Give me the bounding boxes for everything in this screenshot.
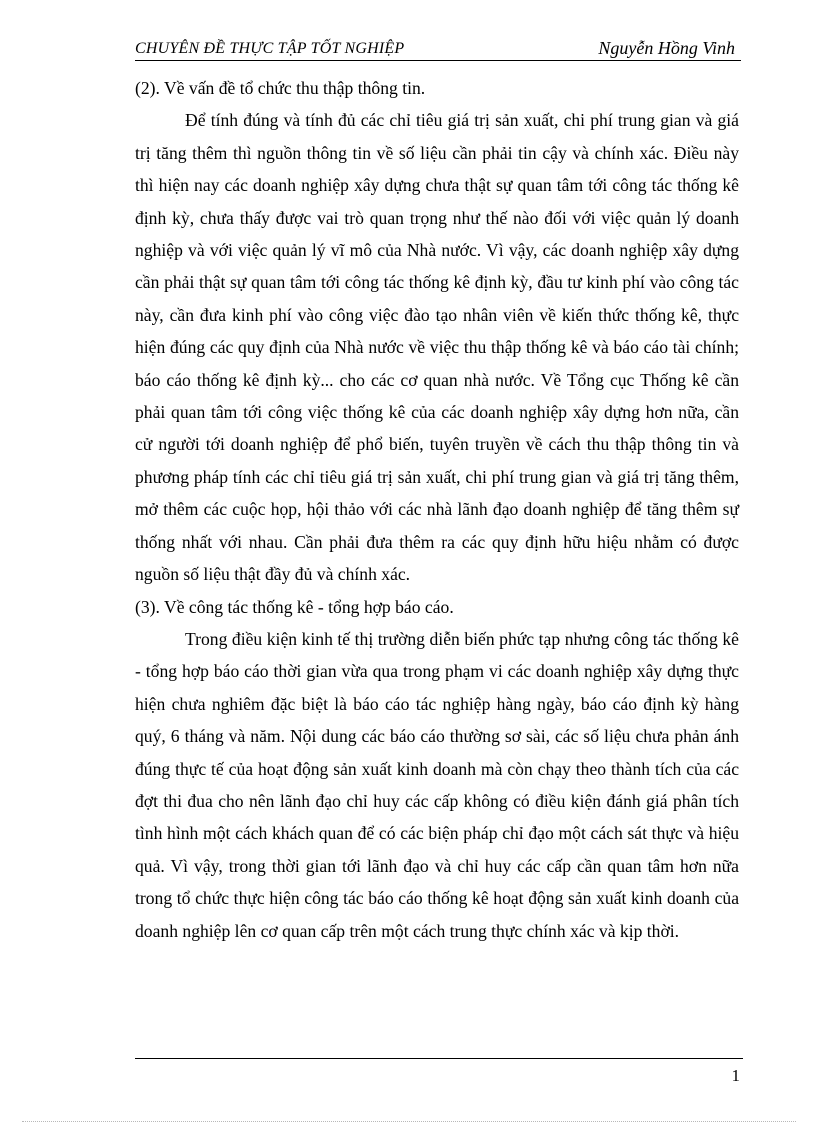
page-header xyxy=(135,38,741,61)
section-paragraph-2: Để tính đúng và tính đủ các chỉ tiêu giá trị sản xuất, chi phí trung gian và giá trị tăng thêm thì nguồn thông tin về số liệu cần phải tin cậy và chính xác. Điều này thì hiện nay các doanh nghiệp xây dựng chưa thật sự quan tâm tới công tác thống kê định kỳ, chưa thấy được vai trò quan trọng như thế nào đối với việc quản lý doanh nghiệp và với việc quản lý vĩ mô của Nhà nước. Vì vậy, các doanh nghiệp xây dựng cần phải thật sự quan tâm tới công tác thống kê định kỳ, đầu tư kinh phí vào công tác này, cần đưa kinh phí vào công việc đào tạo nhân viên về kiến thức thống kê, thực hiện đúng các quy định của Nhà nước về việc thu thập thống kê và báo cáo tài chính; báo cáo thống kê định kỳ... cho các cơ quan nhà nước. Về Tổng cục Thống kê cần phải quan tâm tới công việc thống kê của các doanh nghiệp xây dựng hơn nữa, cần cử người tới doanh nghiệp để phổ biến, tuyên truyền về cách thu thập thông tin và phương pháp tính các chỉ tiêu giá trị sản xuất, chi phí trung gian và giá trị tăng thêm, mở thêm các cuộc họp, hội thảo với các nhà lãnh đạo doanh nghiệp để tăng thêm sự thống nhất với nhau. Cần phải đưa thêm ra các quy định hữu hiệu nhằm có được nguồn số liệu thật đầy đủ và chính xác. xyxy=(135,110,739,585)
page-bottom-edge xyxy=(22,1121,796,1122)
footer-divider xyxy=(135,1058,743,1059)
header-title: CHUYÊN ĐỀ THỰC TẬP TỐT NGHIỆP xyxy=(135,40,405,57)
section-heading-2: (2). Về vấn đề tổ chức thu thập thông tin. xyxy=(135,78,426,98)
section-paragraph-3: Trong điều kiện kinh tế thị trường diễn biến phức tạp nhưng công tác thống kê - tổng hợp báo cáo thời gian vừa qua trong phạm vi các doanh nghiệp xây dựng thực hiện chưa nghiêm đặc biệt là báo cáo tác nghiệp hàng ngày, báo cáo định kỳ hàng quý, 6 tháng và năm. Nội dung các báo cáo thường sơ sài, các số liệu chưa phản ánh đúng thực tế của hoạt động sản xuất kinh doanh mà còn chạy theo thành tích của các đợt thi đua cho nên lãnh đạo chỉ huy các cấp không có điều kiện đánh giá phân tích tình hình một cách khách quan để có các biện pháp chỉ đạo một cách sát thực và hiệu quả. Vì vậy, trong thời gian tới lãnh đạo và chỉ huy các cấp cần quan tâm hơn nữa trong tổ chức thực hiện công tác báo cáo thống kê hoạt động sản xuất kinh doanh của doanh nghiệp lên cơ quan cấp trên một cách trung thực chính xác và kịp thời. xyxy=(135,628,739,941)
section-heading-3: (3). Về công tác thống kê - tổng hợp báo cáo. xyxy=(135,596,454,617)
page-number: 1 xyxy=(731,1066,740,1085)
header-author: Nguyễn Hồng Vinh xyxy=(598,38,735,58)
document-body xyxy=(135,72,739,947)
